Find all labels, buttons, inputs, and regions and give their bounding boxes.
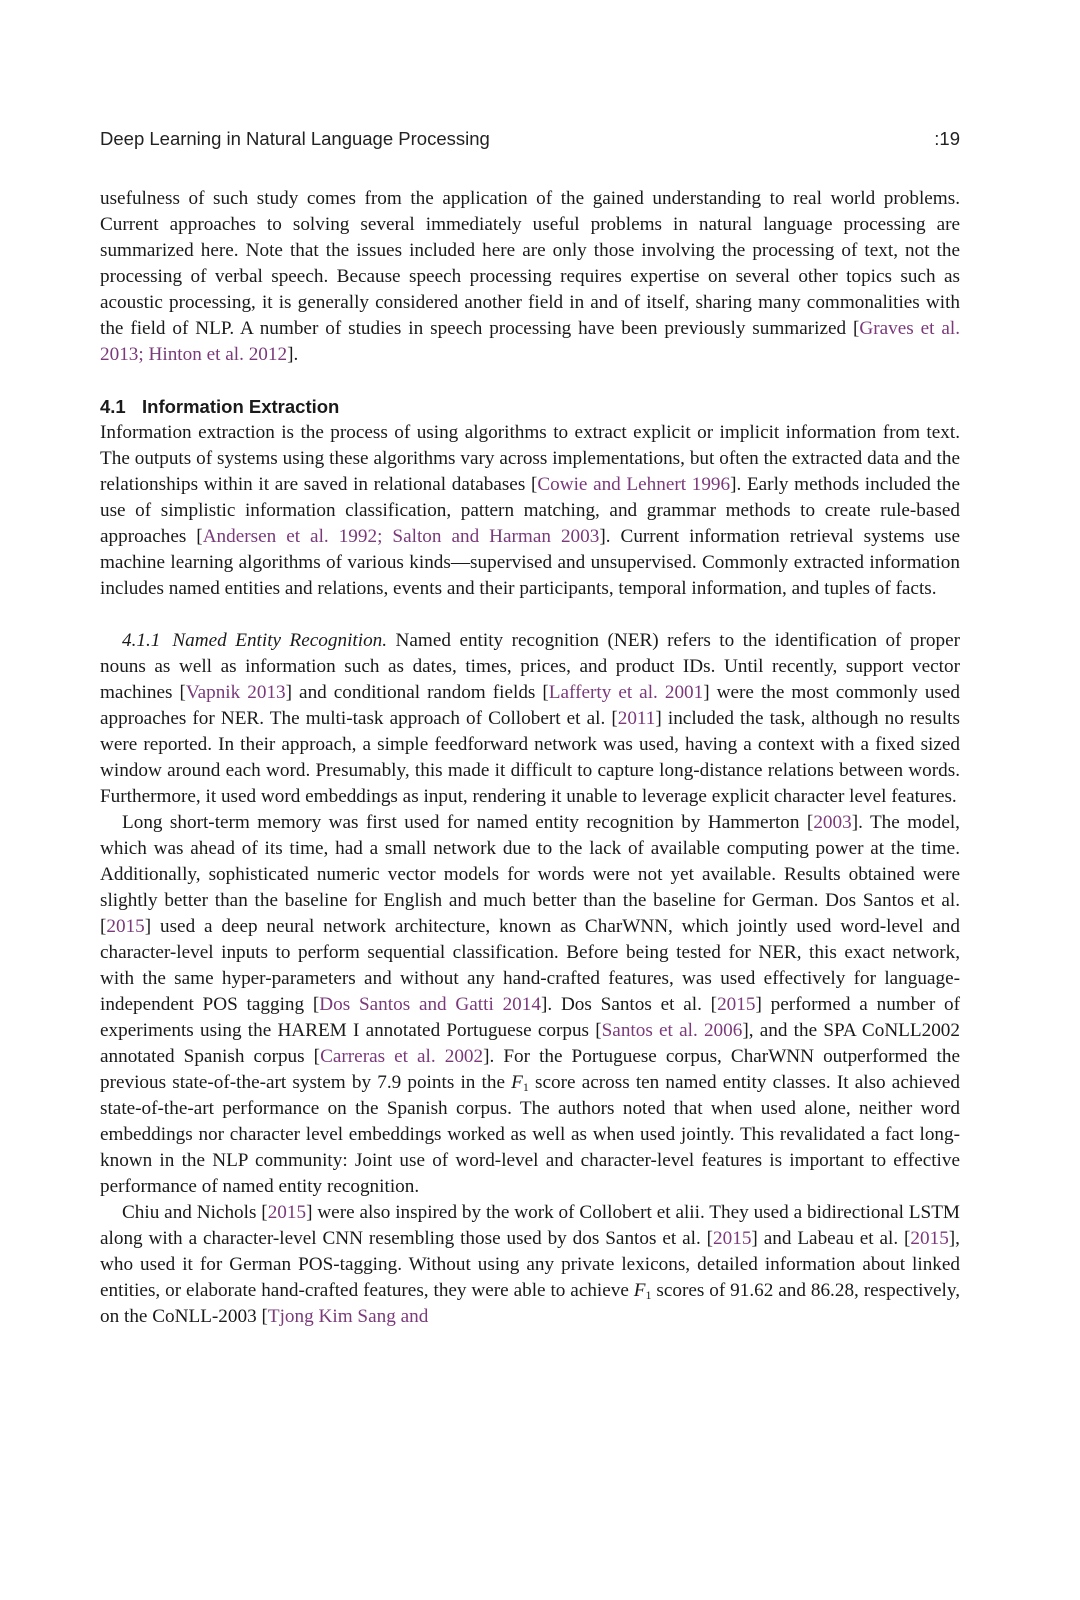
citation-link[interactable]: 2015 — [713, 1228, 752, 1249]
subsection-paragraph: 4.1.1 Named Entity Recognition. Named entity recognition (NER) refers to the identification of proper nouns as well as information such as dates, times, prices, and product IDs. Until recently, support vector machines [Vapnik 2013] and conditional random fields [Lafferty et al. 2001] were the most commonly used approaches for NER. The multi-task approach of Collobert et al. [2011] included the task, although no results were reported. In their approach, a simple feedforward network was used, having a context with a fixed sized window around each word. Presumably, this made it difficult to capture long-distance relations between words. Furthermore, it used word embeddings as input, rendering it unable to leverage explicit character level features. — [100, 630, 961, 807]
citation-link[interactable]: Dos Santos and Gatti 2014 — [319, 994, 541, 1015]
citation-link[interactable]: Carreras et al. 2002 — [320, 1046, 484, 1067]
citation-link[interactable]: 2003 — [813, 812, 852, 833]
citation-link[interactable]: Tjong Kim Sang and — [267, 1306, 429, 1327]
section-heading — [100, 394, 960, 420]
running-head-title: Deep Learning in Natural Language Processing — [100, 128, 490, 149]
paragraph: Chiu and Nichols [2015] were also inspired by the work of Collobert et alii. They used a bidirectional LSTM along with a character-level CNN resembling those used by dos Santos et al. [2015] and Labeau et al. [2015], who used it for German POS-tagging. Without using any private lexicons, detailed information about linked entities, or elaborate hand-crafted features, they were able to achieve $F_1$ scores of 91.62 and 86.28, respectively, on the CoNLL-2003 [Tjong Kim Sang and — [100, 1202, 960, 1327]
citation-link[interactable]: 2015 — [717, 994, 756, 1015]
citation-link[interactable]: Vapnik 2013 — [185, 682, 286, 703]
citation-link[interactable]: Hinton et al. 2012 — [148, 344, 288, 365]
subsection-number: 4.1.1 — [122, 630, 161, 651]
citation-link[interactable]: Cowie and Lehnert 1996 — [537, 474, 731, 495]
body-text — [100, 186, 960, 1330]
paragraph: Long short-term memory was first used for named entity recognition by Hammerton [2003]. The model, which was ahead of its time, had a small network due to the lack of available computing power at the time. Additionally, sophisticated numeric vector models for words were not yet available. Results obtained were slightly better than the baseline for English and much better than the baseline for German. Dos Santos et al. [2015] used a deep neural network architecture, known as CharWNN, which jointly used word-level and character-level inputs to perform sequential classification. Before being tested for NER, this exact network, with the same hyper-parameters and without any hand-crafted features, was used effectively for language-independent POS tagging [Dos Santos and Gatti 2014]. Dos Santos et al. [2015] performed a number of experiments using the HAREM I annotated Portuguese corpus [Santos et al. 2006], and the SPA CoNLL2002 annotated Spanish corpus [Carreras et al. 2002]. For the Portuguese corpus, CharWNN outperformed the previous state-of-the-art system by 7.9 points in the $F_1$ score across ten named entity classes. It also achieved state-of-the-art performance on the Spanish corpus. The authors noted that when used alone, neither word embeddings nor character level embeddings worked as well as when used jointly. This revalidated a fact long-known in the NLP community: Joint use of word-level and character-level features is important to effective performance of named entity recognition. — [100, 812, 960, 1197]
intro-paragraph: usefulness of such study comes from the application of the gained understanding to real world problems. Current approaches to solving several immediately useful problems in natural language processing are summarized here. Note that the issues included here are only those involving the processing of text, not the processing of verbal speech. Because speech processing requires expertise on several other topics such as acoustic processing, it is generally considered another field in and of itself, sharing many commonalities with the field of NLP. A number of studies in speech processing have been previously summarized [Graves et al. 2013; Hinton et al. 2012]. — [100, 188, 960, 365]
running-head — [100, 128, 960, 152]
citation-link[interactable]: 2015 — [106, 916, 145, 937]
section-number: 4.1 — [100, 396, 126, 417]
f1-symbol: $F_1$ — [633, 1280, 652, 1302]
citation-link[interactable]: Andersen et al. 1992 — [202, 526, 378, 547]
citation-link[interactable]: 2015 — [910, 1228, 949, 1249]
citation-link[interactable]: 2015 — [267, 1202, 307, 1223]
citation-link[interactable]: Graves et al. 2013 — [100, 318, 960, 365]
citation-link[interactable]: Santos et al. 2006 — [601, 1020, 743, 1041]
citation-link[interactable]: Lafferty et al. 2001 — [548, 682, 704, 703]
citation-link[interactable]: Salton and Harman 2003 — [392, 526, 600, 547]
page-number: :19 — [934, 128, 960, 149]
citation-link[interactable]: 2011 — [617, 708, 656, 729]
paragraph: Information extraction is the process of using algorithms to extract explicit or implicit information from text. The outputs of systems using these algorithms vary across implementations, but often the extracted data and the relationships within it are saved in relational databases [Cowie and Lehnert 1996]. Early methods included the use of simplistic information classification, pattern matching, and grammar methods to create rule-based approaches [Andersen et al. 1992; Salton and Harman 2003]. Current information retrieval systems use machine learning algorithms of various kinds—supervised and unsupervised. Commonly extracted information includes named entities and relations, events and their participants, temporal information, and tuples of facts. — [100, 422, 960, 599]
f1-symbol: $F_1$ — [511, 1072, 529, 1094]
subsection-title: Named Entity Recognition. — [172, 630, 388, 651]
section-title: Information Extraction — [142, 396, 340, 417]
subsection-heading — [122, 630, 387, 651]
